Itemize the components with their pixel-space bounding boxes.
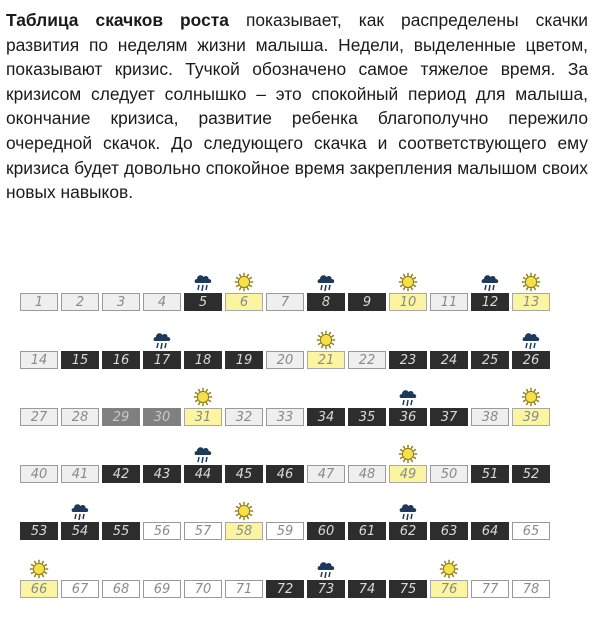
week-cell-42: 42 [102,465,140,483]
week-cell-32: 32 [225,408,263,426]
week-cell-21: 21 [307,351,345,369]
week-cell-5: 5 [184,293,222,311]
week-cell-45: 45 [225,465,263,483]
week-cell-15: 15 [61,351,99,369]
week-cell-46: 46 [266,465,304,483]
week-cell-73: 73 [307,580,345,598]
week-cell-54: 54 [61,522,99,540]
week-cell-78: 78 [512,580,550,598]
sun-icon [398,444,418,464]
sun-icon [521,387,541,407]
sun-icon [29,559,49,579]
week-cell-68: 68 [102,580,140,598]
sun-icon [521,272,541,292]
week-cell-49: 49 [389,465,427,483]
description-text: показывает, как распределены скачки развития по неделям жизни малыша. Недели, выделенные цветом, показывают кризис. Тучкой обозначено самое тяжелое время. За кризисом следует солнышко – это спокойный период для малыша, окончание кризиса, развитие ребенка благополучно пережило очередной скачок. До следующего скачка и соответствующего ему кризиса будет довольно спокойное время закрепления малышом своих новых навыков. [6,10,588,203]
week-cell-34: 34 [307,408,345,426]
week-cell-70: 70 [184,580,222,598]
week-cell-6: 6 [225,293,263,311]
cloud-icon [398,501,418,521]
week-cell-47: 47 [307,465,345,483]
week-cell-18: 18 [184,351,222,369]
cloud-icon [193,444,213,464]
week-cell-19: 19 [225,351,263,369]
week-cell-43: 43 [143,465,181,483]
week-cell-74: 74 [348,580,386,598]
week-cell-9: 9 [348,293,386,311]
week-cell-52: 52 [512,465,550,483]
week-cell-51: 51 [471,465,509,483]
sun-icon [316,330,336,350]
week-cell-40: 40 [20,465,58,483]
week-cell-24: 24 [430,351,468,369]
week-cell-48: 48 [348,465,386,483]
cloud-icon [480,272,500,292]
sun-icon [193,387,213,407]
week-cell-25: 25 [471,351,509,369]
week-cell-12: 12 [471,293,509,311]
week-cell-11: 11 [430,293,468,311]
week-cell-62: 62 [389,522,427,540]
sun-icon [234,272,254,292]
week-cell-31: 31 [184,408,222,426]
week-cell-53: 53 [20,522,58,540]
week-cell-26: 26 [512,351,550,369]
week-cell-59: 59 [266,522,304,540]
week-cell-8: 8 [307,293,345,311]
week-cell-39: 39 [512,408,550,426]
week-cell-17: 17 [143,351,181,369]
week-cell-27: 27 [20,408,58,426]
cloud-icon [316,272,336,292]
week-cell-67: 67 [61,580,99,598]
sun-icon [439,559,459,579]
week-cell-56: 56 [143,522,181,540]
week-cell-20: 20 [266,351,304,369]
week-cell-50: 50 [430,465,468,483]
description-title: Таблица скачков роста [6,10,229,30]
week-cell-36: 36 [389,408,427,426]
week-cell-35: 35 [348,408,386,426]
week-cell-29: 29 [102,408,140,426]
week-cell-58: 58 [225,522,263,540]
week-cell-57: 57 [184,522,222,540]
week-cell-33: 33 [266,408,304,426]
week-cell-65: 65 [512,522,550,540]
week-cell-38: 38 [471,408,509,426]
sun-icon [398,272,418,292]
week-cell-44: 44 [184,465,222,483]
cloud-icon [193,272,213,292]
week-cell-2: 2 [61,293,99,311]
week-cell-3: 3 [102,293,140,311]
week-cell-60: 60 [307,522,345,540]
week-cell-30: 30 [143,408,181,426]
week-cell-41: 41 [61,465,99,483]
week-cell-28: 28 [61,408,99,426]
week-cell-69: 69 [143,580,181,598]
week-cell-4: 4 [143,293,181,311]
week-cell-66: 66 [20,580,58,598]
week-cell-1: 1 [20,293,58,311]
week-cell-13: 13 [512,293,550,311]
week-cell-22: 22 [348,351,386,369]
week-cell-71: 71 [225,580,263,598]
week-cell-23: 23 [389,351,427,369]
week-cell-77: 77 [471,580,509,598]
cloud-icon [152,330,172,350]
week-cell-63: 63 [430,522,468,540]
week-cell-10: 10 [389,293,427,311]
week-cell-64: 64 [471,522,509,540]
week-cell-16: 16 [102,351,140,369]
sun-icon [234,501,254,521]
week-cell-61: 61 [348,522,386,540]
week-cell-7: 7 [266,293,304,311]
week-cell-37: 37 [430,408,468,426]
week-cell-76: 76 [430,580,468,598]
cloud-icon [398,387,418,407]
cloud-icon [70,501,90,521]
week-cell-55: 55 [102,522,140,540]
week-cell-75: 75 [389,580,427,598]
cloud-icon [316,559,336,579]
week-cell-72: 72 [266,580,304,598]
cloud-icon [521,330,541,350]
week-cell-14: 14 [20,351,58,369]
